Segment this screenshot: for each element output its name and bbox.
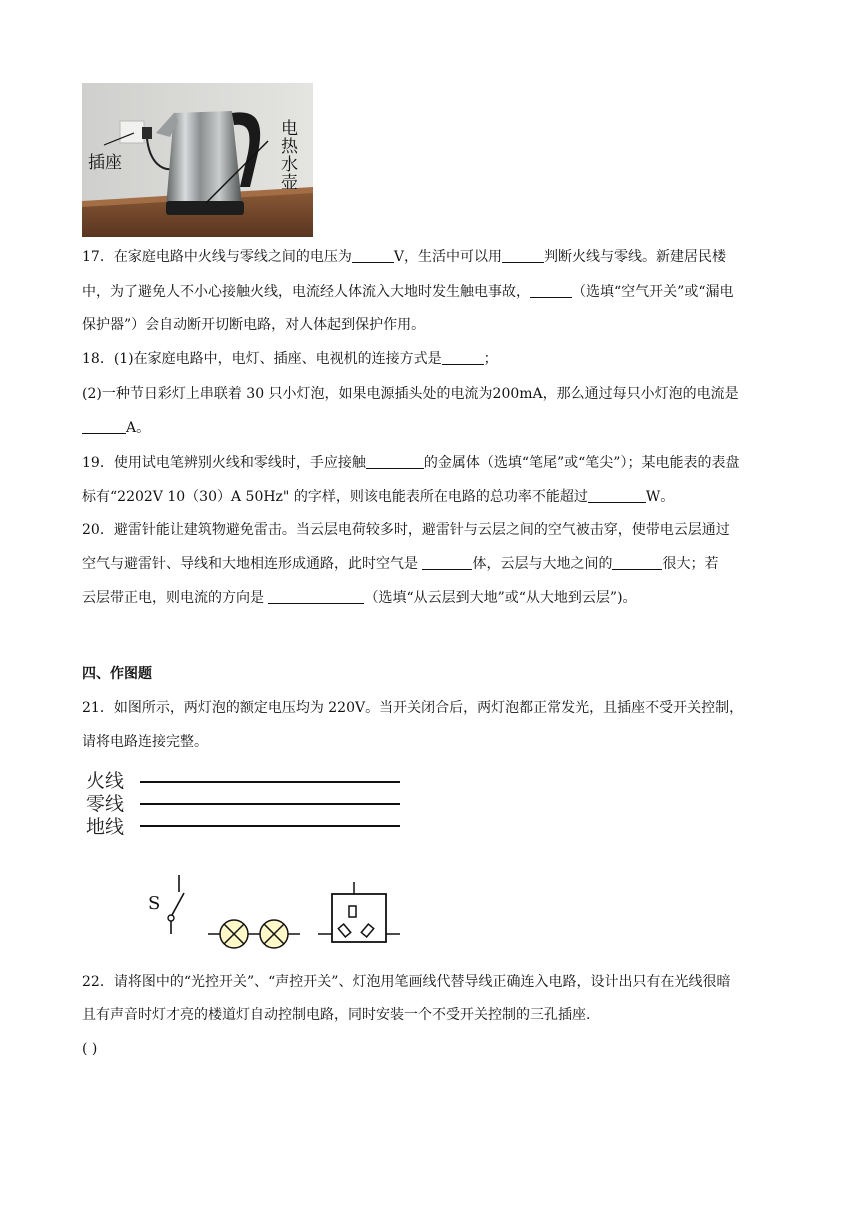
answer-blank[interactable] (588, 488, 646, 503)
q20-line2: 空气与避雷针、导线和大地相连形成通路，此时空气是 体，云层与大地之间的 很大；若 (82, 556, 719, 572)
q22-line2: 且有声音时灯才亮的楼道灯自动控制电路，同时安装一个不受开关控制的三孔插座. (82, 1007, 591, 1023)
ground-wire-label: 地线 (86, 816, 125, 838)
answer-blank[interactable] (530, 283, 572, 298)
bulb-symbol (260, 920, 300, 948)
answer-parentheses[interactable]: ( ) (82, 1041, 98, 1057)
kettle-label: 电热水壶 (277, 119, 297, 191)
answer-blank[interactable] (612, 555, 662, 570)
q19-line2: 标有“2202V 10（30）A 50Hz" 的字样，则该电能表所在电路的总功率不能超过 W。 (82, 489, 675, 505)
q20-line3: 云层带正电，则电流的方向是 （选填“从云层到大地”或“从大地到云层”)。 (82, 590, 637, 606)
live-wire-label: 火线 (86, 770, 125, 792)
q18-line1: 18．(1)在家庭电路中，电灯、插座、电视机的连接方式是 ； (82, 351, 498, 367)
q21-line2: 请将电路连接完整。 (82, 734, 208, 750)
q21-line1: 21．如图所示，两灯泡的额定电压均为 220V。当开关闭合后，两灯泡都正常发光，且插座不受开关控制， (82, 700, 744, 716)
kettle-photo (82, 83, 313, 237)
q17-line2: 中，为了避免人不小心接触火线，电流经人体流入大地时发生触电事故， （选填“空气开关”或“漏电 (82, 284, 734, 300)
switch-label: S (148, 893, 161, 914)
answer-blank[interactable] (422, 555, 472, 570)
q20-line1: 20．避雷针能让建筑物避免雷击。当云层电荷较多时，避雷针与云层之间的空气被击穿，使带电云层通过 (82, 522, 730, 538)
switch-symbol (168, 875, 184, 934)
answer-blank[interactable] (442, 350, 484, 365)
q19-line1: 19．使用试电笔辨别火线和零线时，手应接触 的金属体（选填“笔尾”或“笔尖”）；某电能表的表盘 (82, 455, 740, 471)
answer-blank[interactable] (352, 248, 394, 263)
q22-line1: 22．请将图中的“光控开关”、“声控开关”、灯泡用笔画线代替导线正确连入电路，设计出只有在光线很暗 (82, 974, 731, 990)
three-hole-socket-symbol (318, 882, 400, 942)
answer-blank[interactable] (268, 589, 364, 604)
neutral-wire-label: 零线 (86, 793, 125, 815)
q18-line2: (2)一种节日彩灯上串联着 30 只小灯泡，如果电源插头处的电流为200mA，那么通过每只小灯泡的电流是 (82, 386, 739, 402)
socket-label: 插座 (88, 153, 122, 173)
q17-line3: 保护器”）会自动断开切断电路，对人体起到保护作用。 (82, 317, 426, 333)
bulb-symbol (208, 920, 260, 948)
answer-blank[interactable] (502, 248, 544, 263)
section-title: 四、作图题 (82, 666, 152, 682)
answer-blank[interactable] (82, 419, 126, 434)
answer-blank[interactable] (366, 454, 424, 469)
q17-line1: 17．在家庭电路中火线与零线之间的电压为 V，生活中可以用 判断火线与零线。新建居民楼 (82, 249, 726, 265)
q18-line3: A。 (82, 418, 782, 438)
